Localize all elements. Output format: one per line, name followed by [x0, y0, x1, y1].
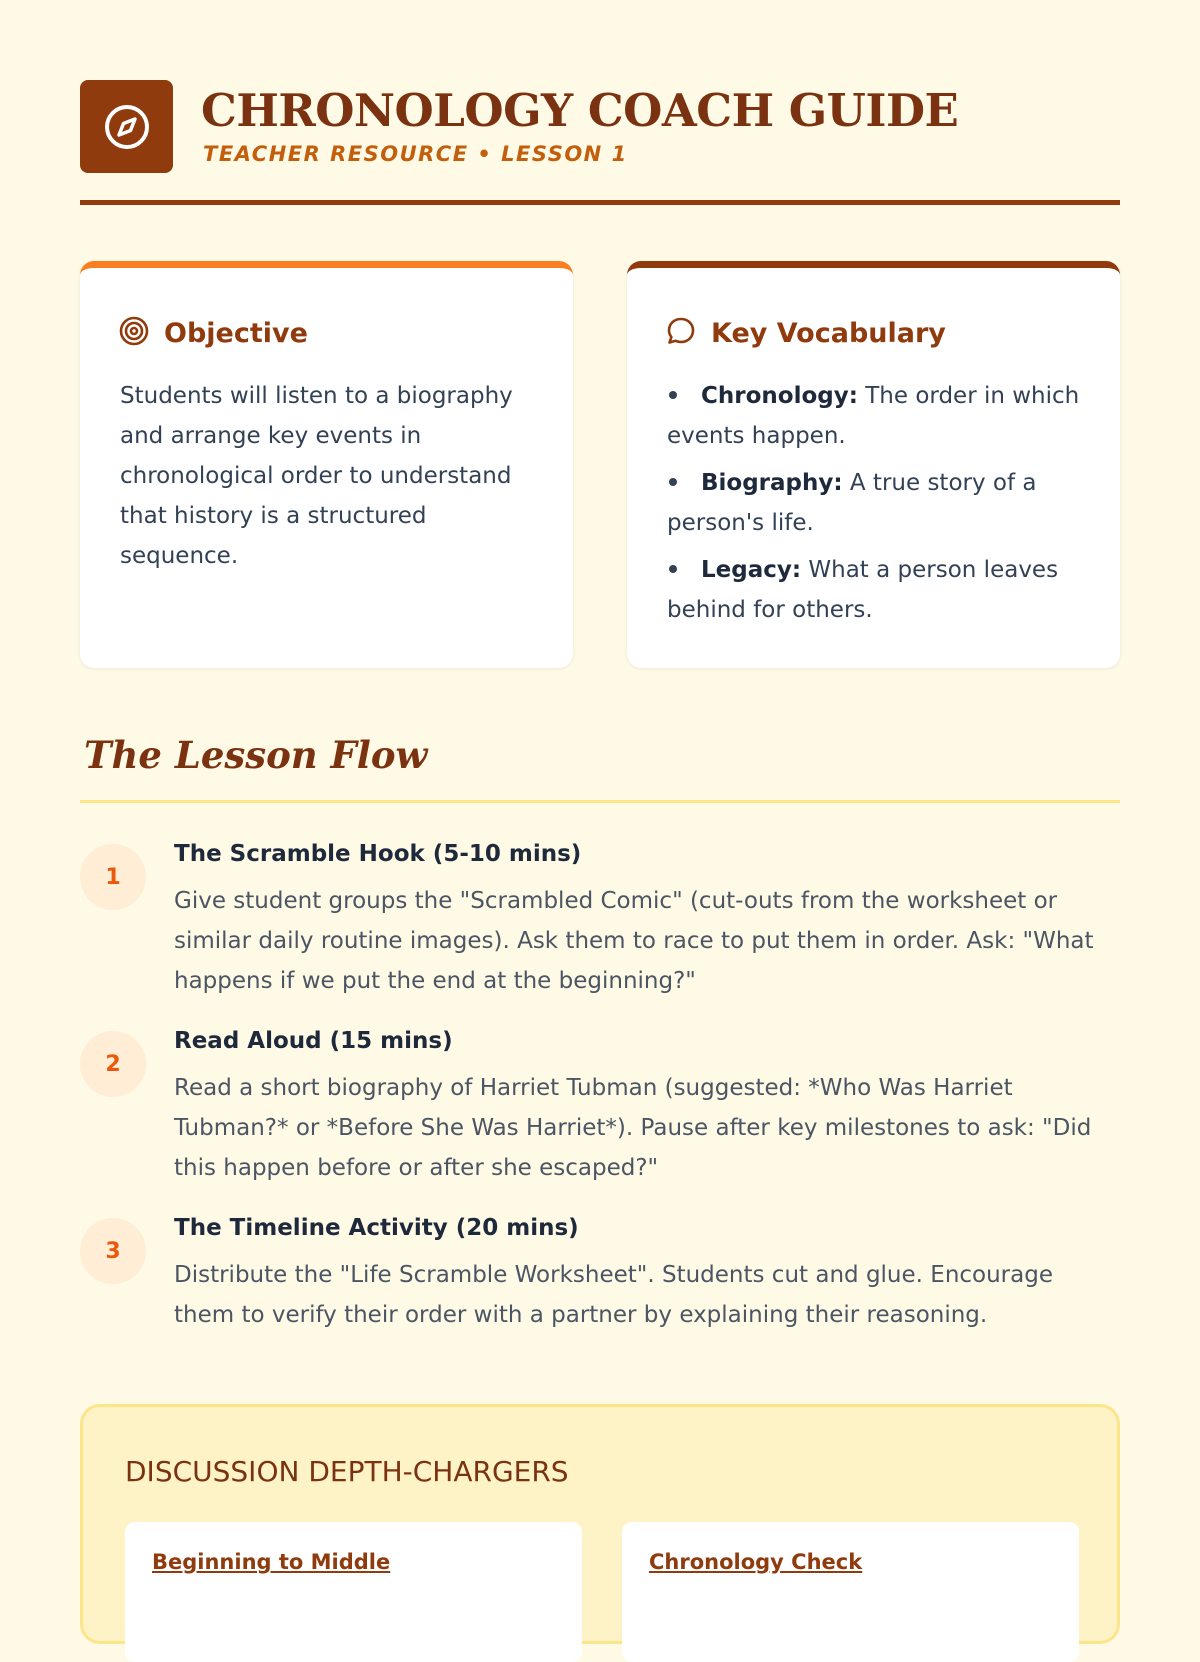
vocabulary-term: Legacy:: [701, 557, 802, 583]
discussion-card: [125, 1522, 582, 1662]
discussion-title: DISCUSSION DEPTH-CHARGERS: [125, 1455, 569, 1488]
vocabulary-header: [665, 315, 946, 351]
vocabulary-item: [667, 463, 1087, 543]
bullet-icon: [669, 565, 677, 573]
step-description: Distribute the "Life Scramble Worksheet". Students cut and glue. Encourage them to verify their order with a partner by explaining their reasoning.: [174, 1262, 1053, 1328]
discussion-box: [80, 1404, 1120, 1644]
header-divider: [80, 200, 1120, 205]
bullet-icon: [669, 391, 677, 399]
bullet-icon: [669, 478, 677, 486]
step-description: Give student groups the "Scrambled Comic" (cut-outs from the worksheet or similar daily routine images). Ask them to race to put them in order. Ask: "What happens if we put the end at the beginning?": [174, 888, 1094, 994]
step-description: Read a short biography of Harriet Tubman (suggested: *Who Was Harriet Tubman?* or *Before She Was Harriet*). Pause after key milestones to ask: "Did this happen before or after she escaped?": [174, 1075, 1092, 1181]
target-icon: [118, 315, 150, 351]
lesson-flow-divider: [80, 800, 1120, 803]
step-title: The Scramble Hook (5-10 mins): [174, 841, 582, 867]
discussion-card: [622, 1522, 1079, 1662]
objective-card: [80, 261, 573, 668]
step-number-badge: 1: [80, 844, 146, 910]
vocabulary-definition: The order in which events happen.: [667, 383, 1080, 449]
vocabulary-definition: What a person leaves behind for others.: [667, 557, 1059, 623]
objective-text: Students will listen to a biography and arrange key events in chronological order to understand that history is a structured sequence.: [120, 383, 513, 569]
step-number-badge: 2: [80, 1031, 146, 1097]
objective-header: [118, 315, 308, 351]
vocabulary-card: [627, 261, 1120, 668]
page-subtitle: TEACHER RESOURCE • LESSON 1: [203, 142, 628, 166]
discussion-card-title: Beginning to Middle: [152, 1550, 391, 1574]
vocabulary-term: Biography:: [701, 470, 843, 496]
step-title: The Timeline Activity (20 mins): [174, 1215, 579, 1241]
discussion-card-title: Chronology Check: [649, 1550, 863, 1574]
vocabulary-term: Chronology:: [701, 383, 858, 409]
vocabulary-list: [667, 376, 1087, 637]
page-title: CHRONOLOGY COACH GUIDE: [201, 84, 959, 137]
vocabulary-item: [667, 550, 1087, 630]
compass-icon: [80, 80, 173, 173]
step-title: Read Aloud (15 mins): [174, 1028, 453, 1054]
speech-bubble-icon: [665, 315, 697, 351]
vocabulary-title: Key Vocabulary: [711, 317, 946, 349]
objective-title: Objective: [164, 317, 308, 349]
vocabulary-item: [667, 376, 1087, 456]
step-number-badge: 3: [80, 1218, 146, 1284]
lesson-flow-title: The Lesson Flow: [84, 733, 428, 777]
header: [80, 80, 1120, 206]
vocabulary-definition: A true story of a person's life.: [667, 470, 1037, 536]
